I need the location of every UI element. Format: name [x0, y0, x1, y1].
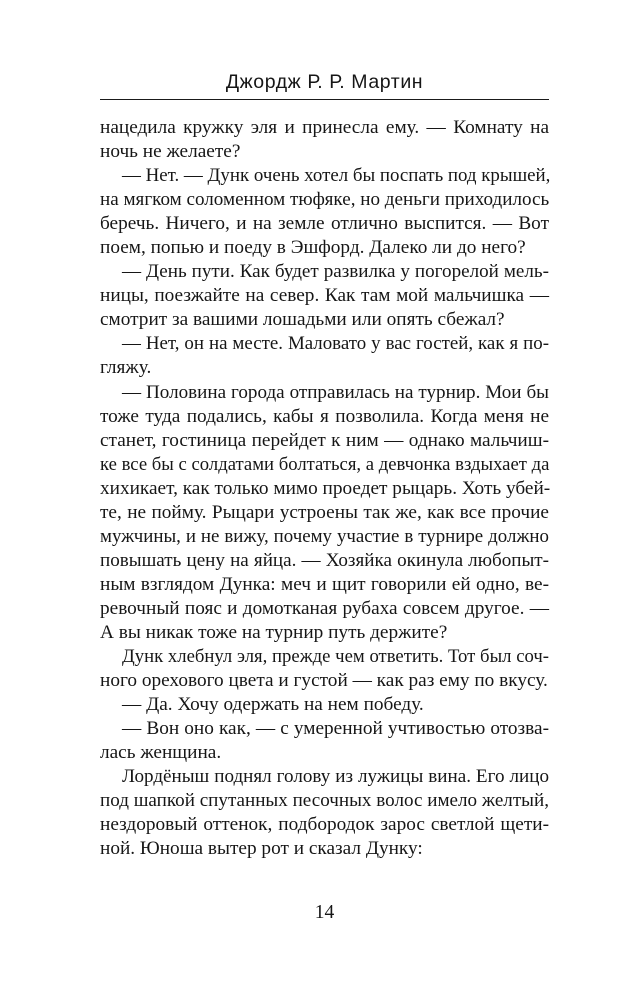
text-line: ревочный пояс и домотканая рубаха совсем другое. — [100, 597, 549, 619]
text-line: под шапкой спутанных песочных волос имело желтый, [100, 790, 549, 812]
header-rule [100, 99, 549, 100]
text-line: на мягком соломенном тюфяке, но деньги приходилось [100, 189, 550, 211]
body-text [100, 116, 549, 861]
text-line: ного орехового цвета и густой — как раз ему по вкусу. [100, 670, 548, 692]
text-line: — Вон оно как, — с умеренной учтивостью отозва- [122, 718, 549, 740]
text-line: ке все бы с солдатами болтаться, а девчонка вздыхает да [100, 453, 550, 475]
text-line: гляжу. [100, 357, 152, 379]
text-line: Лордёныш поднял голову из лужицы вина. Его лицо [122, 766, 549, 788]
text-line: беречь. Ничего, и на земле отлично выспится. — Вот [100, 213, 549, 235]
text-line: ным взглядом Дунка: меч и щит говорили ей одно, ве- [100, 573, 549, 595]
text-line: лась женщина. [100, 742, 222, 764]
text-line: нездоровый оттенок, подбородок зарос светлой щети- [100, 814, 549, 836]
text-line: нацедила кружку эля и принесла ему. — Комнату на [100, 117, 549, 138]
page-number: 14 [314, 902, 335, 923]
text-line: хихикает, как только мимо проедет рыцарь. Хоть убей- [100, 477, 551, 499]
text-line: станет, гостиница перейдет к ним — однако мальчиш- [100, 429, 549, 451]
text-line: — Половина города отправилась на турнир. Мои бы [122, 381, 549, 403]
text-line: ницы, поезжайте на север. Как там мой мальчишка — [100, 285, 549, 307]
text-line: — День пути. Как будет развилка у погорелой мель- [122, 261, 549, 283]
running-header: Джордж Р. Р. Мартин [225, 71, 424, 93]
text-line: те, не пойму. Рыцари устроены так же, как все прочие [100, 501, 549, 523]
text-line: ной. Юноша вытер рот и сказал Дунку: [100, 838, 423, 860]
text-line: Дунк хлебнул эля, прежде чем ответить. Тот был соч- [122, 646, 549, 668]
text-line: поем, попью и поеду в Эшфорд. Далеко ли до него? [100, 237, 526, 259]
text-line: — Нет, он на месте. Маловато у вас гостей, как я по- [122, 333, 549, 355]
text-line: — Нет. — Дунк очень хотел бы поспать под крышей, [122, 165, 551, 187]
text-line: смотрит за вашими лошадьми или опять сбежал? [100, 309, 505, 331]
text-line: мужчины, и не вижу, почему участие в турнире должно [100, 525, 549, 547]
text-line: повышать цену на яйца. — Хозяйка окинула любопыт- [100, 549, 549, 571]
text-line: ночь не желаете? [100, 141, 241, 163]
text-line: тоже туда подались, кабы я позволила. Когда меня не [100, 405, 549, 427]
text-line: — Да. Хочу одержать на нем победу. [122, 694, 424, 716]
text-line: А вы никак тоже на турнир путь держите? [100, 621, 448, 643]
